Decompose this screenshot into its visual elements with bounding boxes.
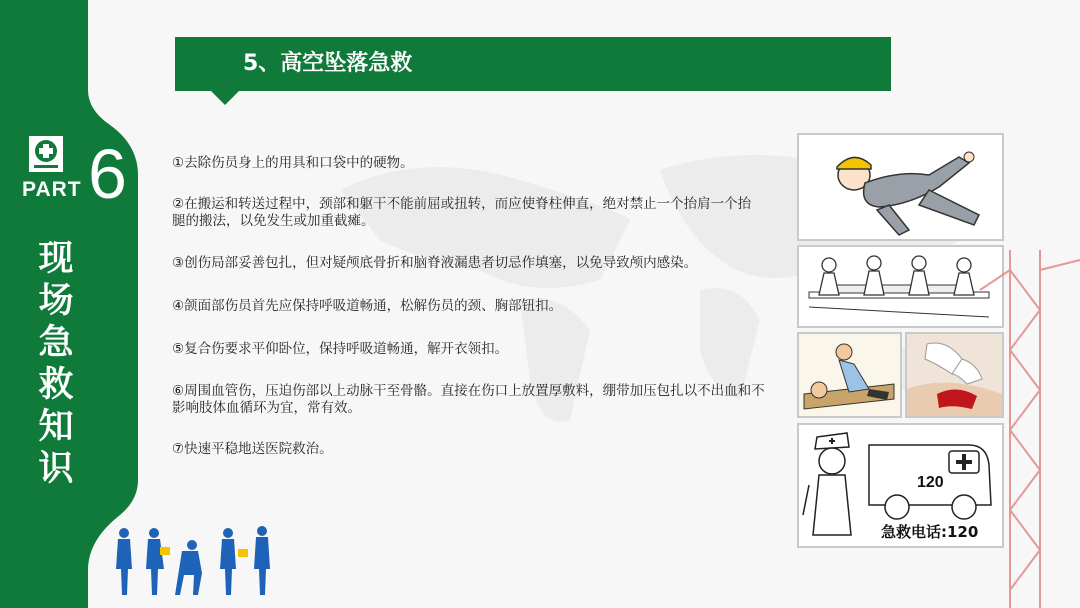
- emergency-phone-label: 急救电话:120: [881, 523, 979, 541]
- page-title: 5、高空坠落急救: [243, 51, 413, 76]
- first-aid-steps: [172, 155, 787, 458]
- part-number: 6: [88, 135, 127, 213]
- crane-decoration: [960, 250, 1080, 608]
- ambulance-number: 120: [917, 474, 944, 491]
- header-banner: [175, 37, 891, 91]
- first-aid-cross-icon: [28, 135, 64, 173]
- cpr-illustration: [797, 332, 902, 418]
- list-item: ⑥周围血管伤，压迫伤部以上动脉干至骨骼。直接在伤口上放置厚敷料，绷带加压包扎以不出血和不影响肢体血循环为宜，常有效。: [172, 383, 765, 416]
- list-item: ⑦快速平稳地送医院救治。: [172, 441, 333, 457]
- list-item: ②在搬运和转送过程中，颈部和躯干不能前屈或扭转，而应使脊柱伸直，绝对禁止一个抬肩一个抬腿的搬法，以免发生或加重截瘫。: [172, 196, 752, 229]
- list-item: ⑤复合伤要求平仰卧位，保持呼吸道畅通，解开衣领扣。: [172, 341, 509, 357]
- falling-worker-illustration: [797, 133, 1004, 241]
- list-item: ①去除伤员身上的用具和口袋中的硬物。: [172, 155, 414, 171]
- list-item: ④颌面部伤员首先应保持呼吸道畅通，松解伤员的颈、胸部钮扣。: [172, 298, 563, 314]
- header-notch: [210, 90, 240, 105]
- part-label: PART: [22, 178, 82, 201]
- section-title: 现场急救知识: [38, 239, 74, 489]
- list-item: ③创伤局部妥善包扎，但对疑颅底骨折和脑脊液漏患者切忌作填塞，以免导致颅内感染。: [172, 255, 698, 271]
- workers-silhouette: [110, 525, 280, 597]
